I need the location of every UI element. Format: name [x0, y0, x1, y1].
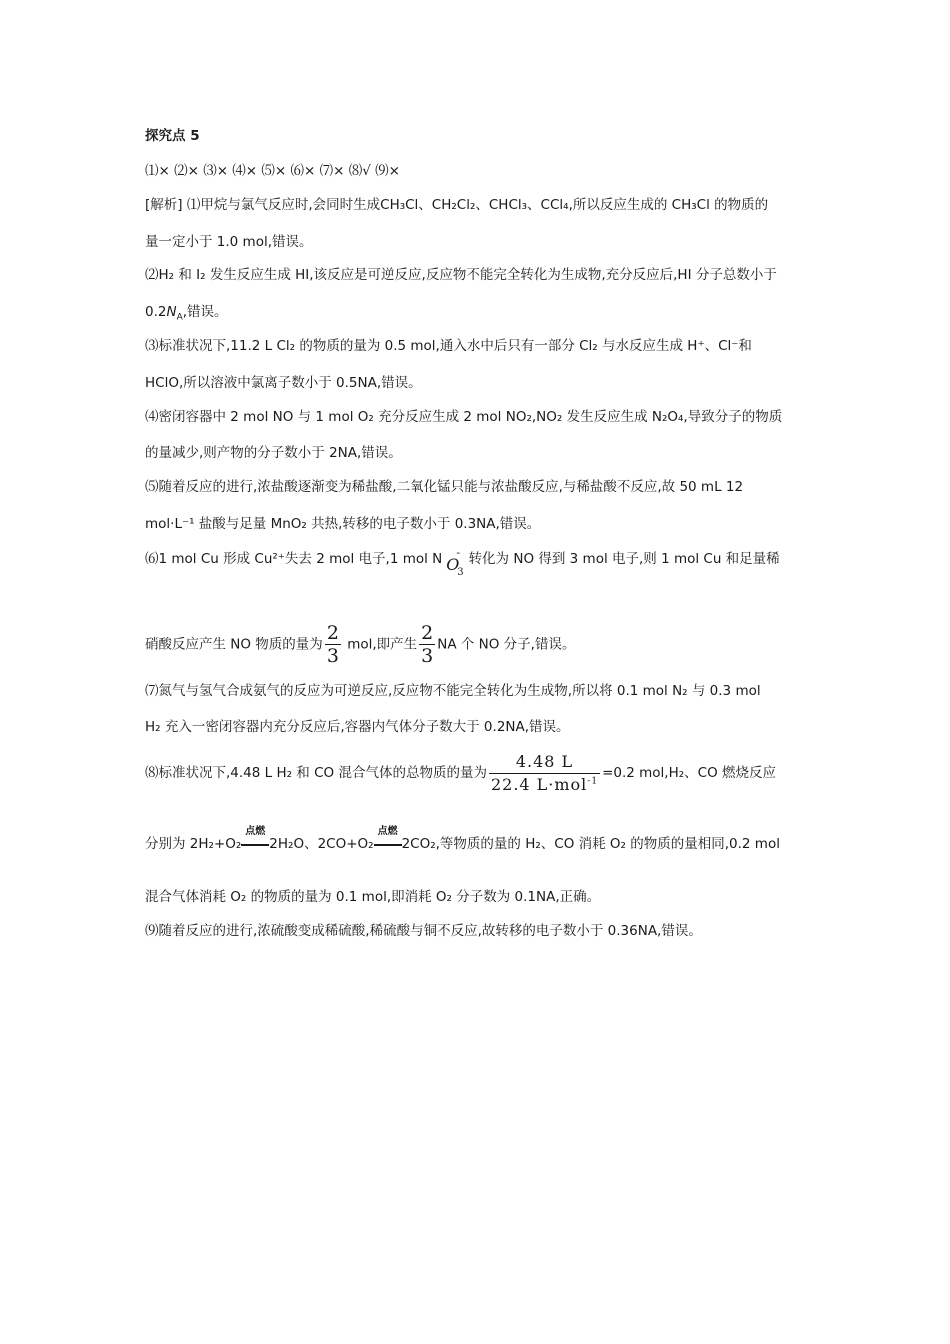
- fraction-denominator: 3: [326, 645, 339, 667]
- reaction-condition: 点燃: [245, 826, 266, 837]
- explanation-3-line-2: HClO,所以溶液中氯离子数小于 0.5NA,错误。: [145, 375, 422, 391]
- explanation-4-line-1: ⑷密闭容器中 2 mol NO 与 1 mol O₂ 充分反应生成 2 mol NO₂,NO₂ 发生反应生成 N₂O₄,导致分子的物质: [145, 409, 783, 425]
- avogadro-symbol: N: [166, 304, 177, 320]
- numerator-text: 4.48 L: [515, 751, 574, 771]
- equation-products-2: 2CO₂,等物质的量的 H₂、CO 消耗 O₂ 的物质的量相同,0.2 mol: [401, 836, 780, 852]
- explanation-5-line-1: ⑸随着反应的进行,浓盐酸逐渐变为稀盐酸,二氧化锰只能与浓盐酸反应,与稀盐酸不反应,故 50 mL 12: [145, 479, 744, 495]
- text-span: 硝酸反应产生 NO 物质的量为: [145, 636, 323, 653]
- explanation-3-line-1: ⑶标准状况下,11.2 L Cl₂ 的物质的量为 0.5 mol,通入水中后只有一部分 Cl₂ 与水反应生成 H⁺、Cl⁻和: [145, 338, 752, 354]
- fraction-denominator: 3: [421, 645, 434, 667]
- explanation-6-line-2: [145, 622, 810, 666]
- nitrate-subscript: 3: [457, 567, 464, 578]
- explanation-1-line-2: 量一定小于 1.0 mol,错误。: [145, 234, 313, 250]
- equation-reactants-1: 分别为 2H₂+O₂: [145, 836, 242, 852]
- explanation-9-line-1: ⑼随着反应的进行,浓硫酸变成稀硫酸,稀硫酸与铜不反应,故转移的电子数小于 0.36NA,错误。: [145, 923, 702, 939]
- explanation-7-line-2: H₂ 充入一密闭容器内充分反应后,容器内气体分子数大于 0.2NA,错误。: [145, 719, 570, 735]
- answer-key: ⑴× ⑵× ⑶× ⑷× ⑸× ⑹× ⑺× ⑻√ ⑼×: [145, 163, 400, 179]
- explanation-label: [解析]: [145, 197, 183, 213]
- explanation-1-line-1: [145, 195, 810, 215]
- text-span: 转化为 NO 得到 3 mol 电子,则 1 mol Cu 和足量稀: [468, 551, 780, 567]
- denominator-exponent: -1: [587, 776, 599, 787]
- equation-products-1: 2H₂O、2CO+O₂: [269, 836, 374, 852]
- nitrate-ion-formula: [442, 546, 464, 578]
- explanation-7-line-1: ⑺氮气与氢气合成氨气的反应为可逆反应,反应物不能完全转化为生成物,所以将 0.1 mol N₂ 与 0.3 mol: [145, 683, 761, 699]
- explanation-4-line-2: 的量减少,则产物的分子数小于 2NA,错误。: [145, 445, 402, 461]
- text-span: ⑹1 mol Cu 形成 Cu²⁺失去 2 mol 电子,1 mol N: [145, 551, 443, 567]
- fraction-numerator: 2: [326, 622, 339, 644]
- text-span: 所以反应生成的 CH₃Cl 的物质的: [572, 197, 769, 213]
- explanation-2-line-2: [145, 302, 810, 322]
- reaction-arrow-2: [374, 826, 402, 850]
- formula-span: CH₃Cl、CH₂Cl₂、CHCl₃、CCl₄,: [380, 197, 573, 213]
- text-span: ,错误。: [182, 304, 228, 320]
- avogadro-subscript: A: [176, 312, 183, 323]
- nitrate-charge: -: [456, 546, 461, 559]
- explanation-8-line-1: [145, 750, 810, 796]
- section-heading: 探究点 5: [145, 128, 200, 144]
- reaction-arrow-1: [241, 826, 269, 850]
- explanation-5-line-2: mol·L⁻¹ 盐酸与足量 MnO₂ 共热,转移的电子数小于 0.3NA,错误。: [145, 516, 541, 532]
- molar-volume-fraction: [489, 751, 600, 796]
- text-span: ⑴甲烷与氯气反应时,会同时生成: [186, 197, 381, 213]
- text-span: ⑻标准状况下,4.48 L H₂ 和 CO 混合气体的总物质的量为: [145, 765, 487, 781]
- fraction-numerator: 2: [421, 622, 434, 644]
- denominator-text: 22.4 L·mol: [490, 774, 588, 794]
- value-span: 0.2: [145, 304, 167, 320]
- fraction-denominator: [489, 773, 600, 796]
- reaction-equals-sign: [374, 844, 402, 846]
- fraction-numerator: [489, 751, 600, 773]
- reaction-equals-sign: [241, 844, 269, 846]
- text-span: mol,即产生: [347, 636, 418, 653]
- fraction-two-thirds-2: [419, 622, 435, 667]
- explanation-8-line-2: [145, 826, 810, 854]
- explanation-6-line-1: [145, 546, 810, 578]
- reaction-condition: 点燃: [377, 826, 398, 837]
- explanation-2-line-1: ⑵H₂ 和 I₂ 发生反应生成 HI,该反应是可逆反应,反应物不能完全转化为生成物,充分反应后,HI 分子总数小于: [145, 267, 777, 283]
- text-span: NA 个 NO 分子,错误。: [437, 636, 576, 653]
- nitrate-o: O: [446, 555, 460, 574]
- fraction-two-thirds: [325, 622, 341, 667]
- explanation-8-line-3: 混合气体消耗 O₂ 的物质的量为 0.1 mol,即消耗 O₂ 分子数为 0.1NA,正确。: [145, 889, 601, 905]
- text-span: =0.2 mol,H₂、CO 燃烧反应: [602, 765, 777, 781]
